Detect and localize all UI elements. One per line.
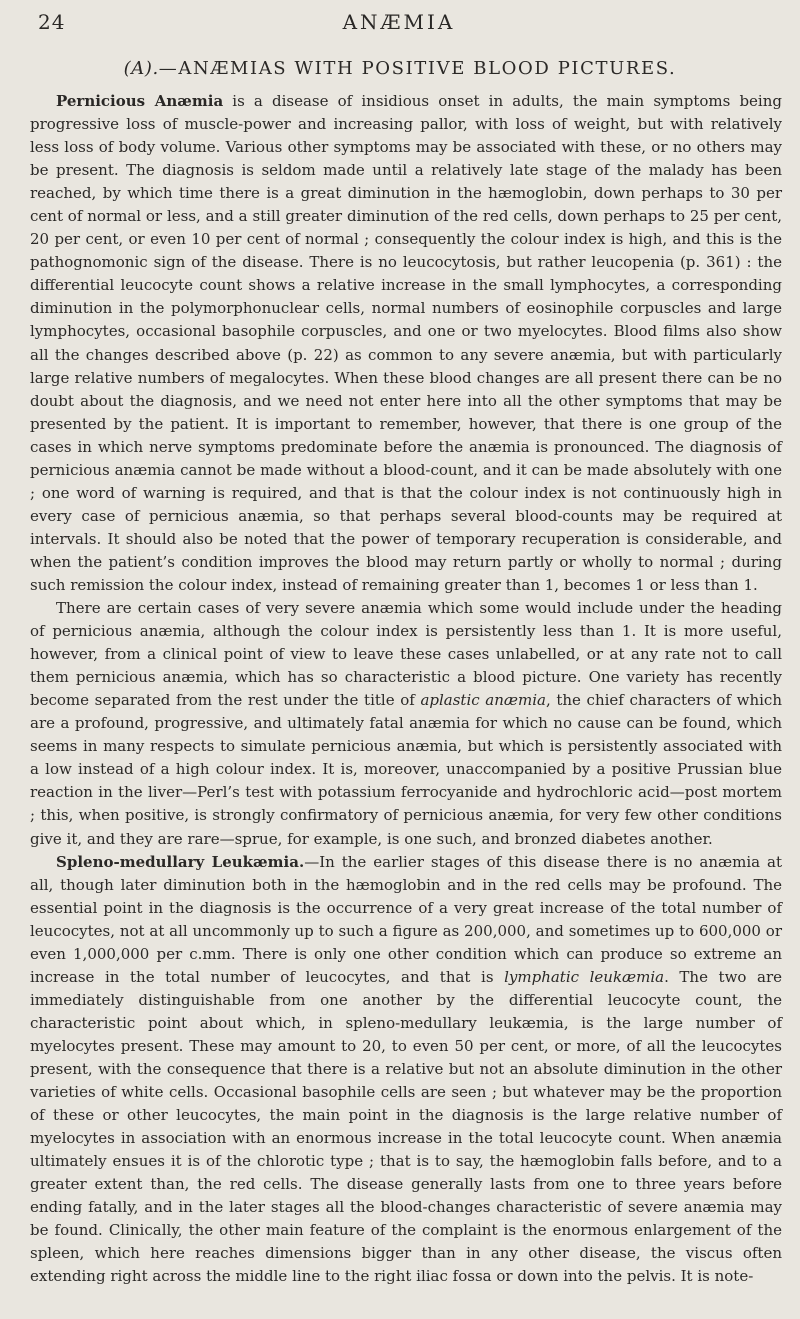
run-in-heading-leukaemia: Spleno-medullary Leukæmia. <box>56 852 305 871</box>
paragraph-pernicious-anaemia <box>30 90 782 597</box>
section-heading-lead: (A). <box>123 58 159 79</box>
running-head <box>38 8 760 38</box>
paragraph-text: . The two are immediately distinguishable from one another by the differential leucocyte count, the characteristic point about which, in spleno-medullary leukæmia, is the large number of myelocytes present. These may amount to 20, to even 50 per cent, or more, of all the leucocytes present, with the consequence that there is a relative but not an absolute diminution in the other varieties of white cells. Occasional basophile cells are seen ; but whatever may be the proportion of these or other leucocytes, the main point in the diagnosis is the large relative number of myelocytes in association with an enormous increase in the total leucocyte count. When anæmia ultimately ensues it is of the chlorotic type ; that is to say, the hæmoglobin falls before, and to a greater extent than, the red cells. The disease generally lasts from one to three years before ending fatally, and in the later stages all the blood-changes characteristic of severe anæmia may be found. Clinically, the other main feature of the complaint is the enormous enlargement of the spleen, which here reaches dimensions bigger than in any other disease, the viscus often extending right across the middle line to the right iliac fossa or down into the pelvis. It is note- <box>30 967 782 1286</box>
paragraph-text: , the chief characters of which are a profound, progressive, and ultimately fatal anæmia for which no cause can be found, which seems in many respects to simulate pernicious anæmia, but which is persistently associated with a low instead of a high colour index. It is, moreover, unaccompanied by a positive Prussian blue reaction in the liver—Perl’s test with potassium ferrocyanide and hydrochloric acid—post mortem ; this, when positive, is strongly confirmatory of pernicious anæmia, for very few other conditions give it, and they are rare—sprue, for example, is one such, and bronzed diabetes another. <box>30 691 782 848</box>
paragraph-text: —In the earlier stages of this disease there is no anæmia at all, though later diminution both in the hæmoglobin and in the red cells may be profound. The essential point in the diagnosis is the occurrence of a very great increase of the total number of leucocytes, not at all uncommonly up to such a figure as 200,000, and sometimes up to 600,000 or even 1,000,000 per c.mm. There is only one other condition which can produce so extreme an increase in the total number of leucocytes, and that is <box>30 852 782 986</box>
paragraph-aplastic-anaemia <box>30 597 782 851</box>
page-number: 24 <box>38 10 66 34</box>
running-title: ANÆMIA <box>342 10 456 34</box>
run-in-heading-pernicious: Pernicious Anæmia <box>56 92 224 110</box>
section-heading-text: —ANÆMIAS WITH POSITIVE BLOOD PICTURES. <box>158 58 677 79</box>
italic-term-lymphatic: lymphatic leukæmia <box>504 967 665 986</box>
paragraph-text: is a disease of insidious onset in adults, the main symptoms being progressive loss of muscle-power and increasing pallor, with loss of weight, but with relatively less loss of body volume. Various other symptoms may be associated with these, or no others may be present. The diagnosis is seldom made until a relatively late stage of the malady has been reached, by which time there is a great diminution in the hæmoglobin, down perhaps to 30 per cent of normal or less, and a still greater diminution of the red cells, down perhaps to 25 per cent, 20 per cent, or even 10 per cent of normal ; consequently the colour index is high, and this is the pathognomonic sign of the disease. There is no leucocytosis, but rather leucopenia (p. 361) : the differential leucocyte count shows a relative increase in the small lymphocytes, a corresponding diminution in the polymorphonuclear cells, normal numbers of eosinophile corpuscles and large lymphocytes, occasional basophile corpuscles, and one or two myelocytes. Blood films also show all the changes described above (p. 22) as common to any severe anæmia, but with particularly large relative numbers of megalocytes. When these blood changes are all present there can be no doubt about the diagnosis, and we need not enter here into all the other symptoms that may be presented by the patient. It is important to remember, however, that there is one group of the cases in which nerve symptoms predominate before the anæmia is pronounced. The diagnosis of pernicious anæmia cannot be made without a blood-count, and it can be made absolutely with one ; one word of warning is required, and that is that the colour index is not continuously high in every case of pernicious anæmia, so that perhaps several blood-counts may be required at intervals. It should also be noted that the power of temporary recuperation is considerable, and when the patient’s condition improves the blood may return partly or wholly to normal ; during such remission the colour index, instead of remaining greater than 1, becomes 1 or less than 1. <box>30 92 782 594</box>
section-heading <box>30 58 770 79</box>
italic-term-aplastic: aplastic anæmia <box>420 691 546 710</box>
paragraph-spleno-medullary-leukaemia <box>30 851 782 1289</box>
body-text <box>30 90 782 1288</box>
paragraph-text: There are certain cases of very severe anæmia which some would include under the heading of pernicious anæmia, although the colour index is persistently less than 1. It is more useful, however, from a clinical point of view to leave these cases unlabelled, or at any rate not to call them pernicious anæmia, which has so characteristic a blood picture. One variety has recently become separated from the rest under the title of <box>30 599 782 710</box>
